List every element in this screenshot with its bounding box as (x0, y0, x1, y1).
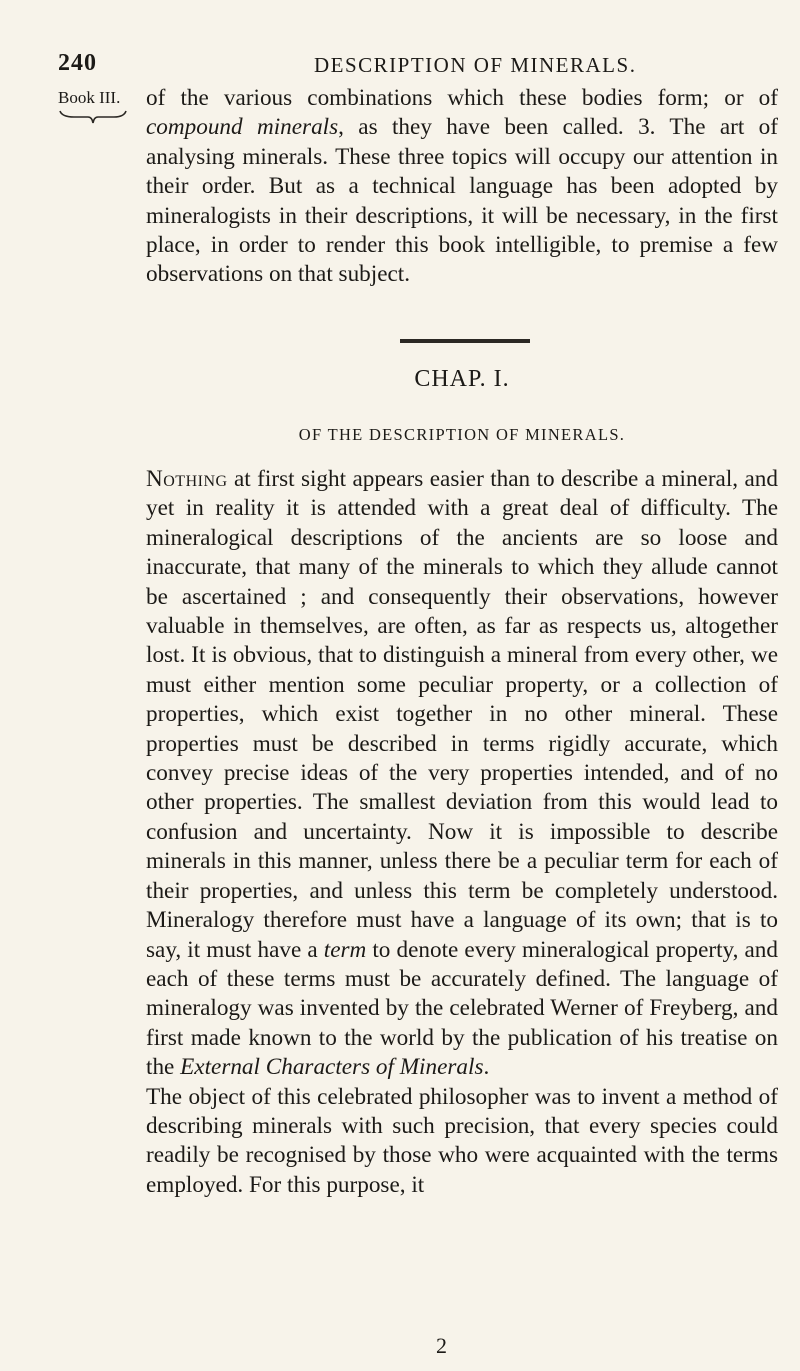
brace-icon (58, 109, 128, 125)
paragraph-1 (146, 465, 778, 1083)
p1-text-3: . (483, 1054, 490, 1081)
p1-text-1: at first sight appears easier than to describe a mineral, and yet in reality it is attended with a great deal of difficulty. The mineralogical descriptions of the ancients are so loose and inaccurate, that many of the minerals to which they allude cannot be ascertained ; and consequently their observations, however valuable in themselves, are often, as far as respects us, altogether lost. It is obvious, that to distinguish a mineral from every other, we must either mention some peculiar property, or a collection of properties, which exist together in no other mineral. These properties must be described in terms rigidly accurate, which convey precise ideas of the very properties intended, and of no other properties. The smallest deviation from this would lead to confusion and uncertainty. Now it is impossible to describe minerals in this manner, unless there be a peculiar term for each of their properties, and unless this term be completely understood. Mineralogy therefore must have a language of its own; that is to say, it must have a (146, 466, 778, 963)
running-head: DESCRIPTION OF MINERALS. (314, 53, 637, 77)
p1-text-2: to denote every mineralogical property, and each of these terms must be accurately defined. The language of mineralogy was invented by the celebrated Werner of Freyberg, and first made known to the world by the publication of his treatise on the (146, 936, 778, 1081)
p1-italic-title: External Characters of Minerals (180, 1054, 484, 1081)
page-number: 240 (58, 50, 97, 76)
section-rule (400, 339, 530, 343)
signature-mark: 2 (436, 1333, 447, 1358)
book-label: Book III. (58, 88, 121, 107)
intro-italic: compound minerals (146, 114, 339, 141)
paragraph-2: The object of this celebrated philosopher was to invent a method of describing minerals with such precision, that every species could readily be recognised by those who were acquainted with the terms employed. For this purpose, it (146, 1083, 778, 1198)
intro-paragraph (146, 84, 778, 290)
main-text (146, 465, 778, 1200)
p1-italic-term: term (323, 936, 367, 963)
intro-text-1: of the various combinations which these bodies form; or of (146, 85, 778, 111)
side-note (58, 87, 130, 125)
chapter-title: CHAP. I. (414, 366, 510, 392)
intro-text-2: , as they have been called. 3. The art of analysing minerals. These three topics will occupy our attention in their order. But as a technical language has been adopted by mineralogists in their descriptions, it will be necessary, in the first place, in order to render this book intelligible, to premise a few observations on that subject. (146, 114, 778, 288)
page-header (58, 50, 748, 82)
section-title: OF THE DESCRIPTION OF MINERALS. (298, 425, 626, 444)
first-word: Nothing (146, 466, 228, 492)
